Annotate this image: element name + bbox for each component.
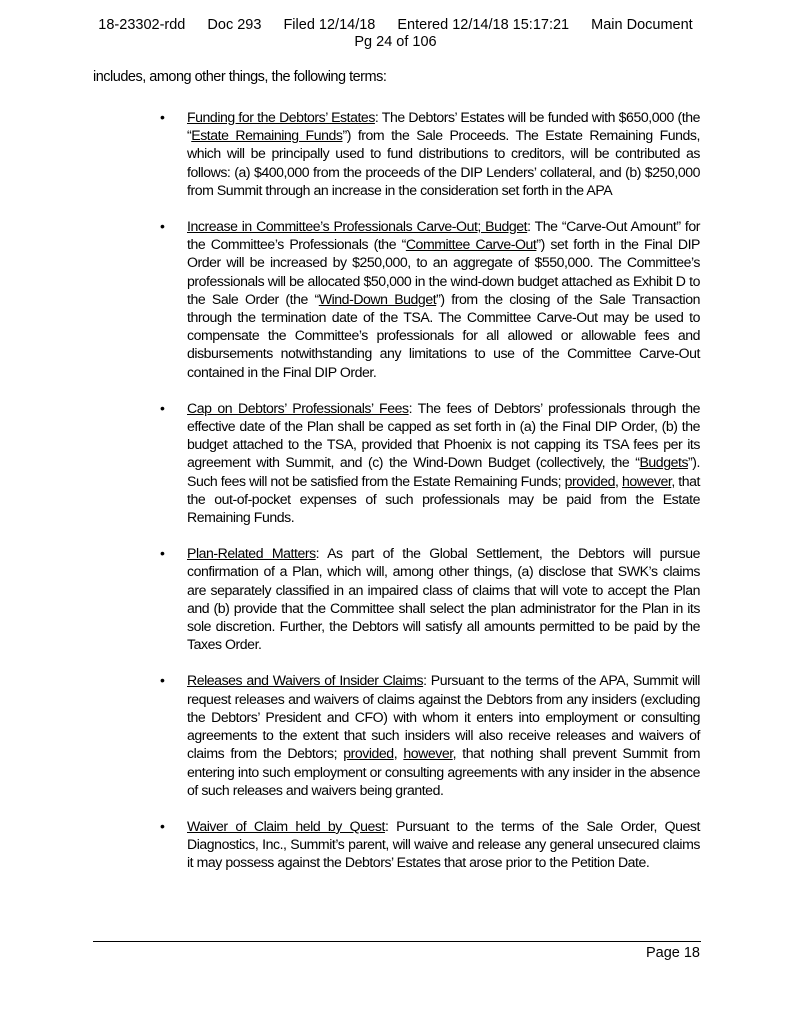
bullet-icon: • [160, 672, 165, 689]
terms-list [160, 108, 700, 890]
entered-date: Entered 12/14/18 15:17:21 [397, 17, 570, 33]
filed-date: Filed 12/14/18 [283, 17, 376, 33]
doc-number: Doc 293 [207, 17, 262, 33]
term-heading: Cap on Debtors’ Professionals’ Fees [187, 399, 409, 416]
proviso-term: however [621, 472, 672, 489]
defined-term: Committee Carve-Out [405, 236, 537, 253]
page-header [0, 17, 791, 51]
bullet-icon: • [160, 109, 165, 125]
page-number: Page 18 [645, 945, 700, 961]
proviso-term: provided [343, 745, 394, 762]
term-heading: Increase in Committee’s Professionals Carve-Out; Budget [187, 218, 528, 235]
term-heading: Releases and Waivers of Insider Claims [187, 672, 424, 689]
bullet-icon: • [160, 817, 165, 834]
proviso-term: however [403, 745, 453, 762]
term-carve-out: • Increase in Committee’s Professionals Carve-Out; Budget: The “Carve-Out Amount” for the Committee’s Professionals (the “Committee Carve-Out”) set forth in the Final DIP Order will be increased by $250,000, to an aggregate of $550,000. The Committee’s professionals will be allocated $50,000 in the wind-down budget attached as Exhibit D to the Sale Order (the “Wind-Down Budget”) from the closing of the Sale Transaction through the termination date of the TSA. The Committee Carve-Out may be used to compensate the Committee’s professionals for all allowed or allowable fees and disbursements notwithstanding any limitations to use of the Committee Carve-Out contained in the Final DIP Order. [160, 218, 700, 380]
footer-divider [93, 941, 701, 942]
term-heading: Waiver of Claim held by Quest [187, 817, 385, 834]
term-quest-waiver: • Waiver of Claim held by Quest: Pursuant to the terms of the Sale Order, Quest Diagnostics, Inc., Summit’s parent, will waive and release any general unsecured claims it may possess against the Debtors’ Estates that arose prior to the Petition Date. [160, 817, 700, 871]
term-funding: • Funding for the Debtors’ Estates: The Debtors’ Estates will be funded with $650,000 (the “Estate Remaining Funds”) from the Sale Proceeds. The Estate Remaining Funds, which will be principally used to fund distributions to creditors, will be contributed as follows: (a) $400,000 from the proceeds of the DIP Lenders’ collateral, and (b) $250,000 from Summit through an increase in the consideration set forth in the APA [160, 109, 700, 198]
case-number: 18-23302-rdd [98, 17, 186, 33]
defined-term: Estate Remaining Funds [191, 127, 343, 144]
term-plan-matters: • Plan-Related Matters: As part of the Global Settlement, the Debtors will pursue confirmation of a Plan, which will, among other things, (a) disclose that SWK’s claims are separately classified in an impaired class of claims that will vote to accept the Plan and (b) provide that the Committee shall select the plan administrator for the Plan in its sole discretion. Further, the Debtors will satisfy all amounts permitted to be paid by the Taxes Order. [160, 545, 700, 653]
bullet-icon: • [160, 399, 165, 416]
term-heading: Funding for the Debtors’ Estates [187, 109, 375, 125]
page-of-total: Pg 24 of 106 [354, 34, 437, 50]
bullet-icon: • [160, 545, 165, 562]
main-document-label: Main Document [591, 17, 693, 33]
term-fee-cap: • Cap on Debtors’ Professionals’ Fees: The fees of Debtors’ professionals through the effective date of the Plan shall be capped as set forth in (a) the Final DIP Order, (b) the budget attached to the TSA, provided that Phoenix is not capping its TSA fees per its agreement with Summit, and (c) the Wind-Down Budget (collectively, the “Budgets”). Such fees will not be satisfied from the Estate Remaining Funds; provided, however, that the out-of-pocket expenses of such professionals may be paid from the Estate Remaining Funds. [160, 399, 700, 526]
defined-term: Wind-Down Budget [318, 290, 437, 307]
defined-term: Budgets [639, 454, 689, 471]
bullet-icon: • [160, 218, 165, 235]
proviso-term: provided [564, 472, 616, 489]
term-heading: Plan-Related Matters [187, 545, 316, 562]
intro-text: includes, among other things, the following terms: [93, 69, 387, 85]
term-insider-releases: • Releases and Waivers of Insider Claims: Pursuant to the terms of the APA, Summit will request releases and waivers of claims against the Debtors from any insiders (excluding the Debtors’ President and CFO) with whom it enters into employment or consulting agreements to the extent that such insiders will also receive releases and waivers of claims from the Debtors; provided, however, that nothing shall prevent Summit from entering into such employment or consulting agreements with any insider in the absence of such releases and waivers being granted. [160, 672, 700, 798]
